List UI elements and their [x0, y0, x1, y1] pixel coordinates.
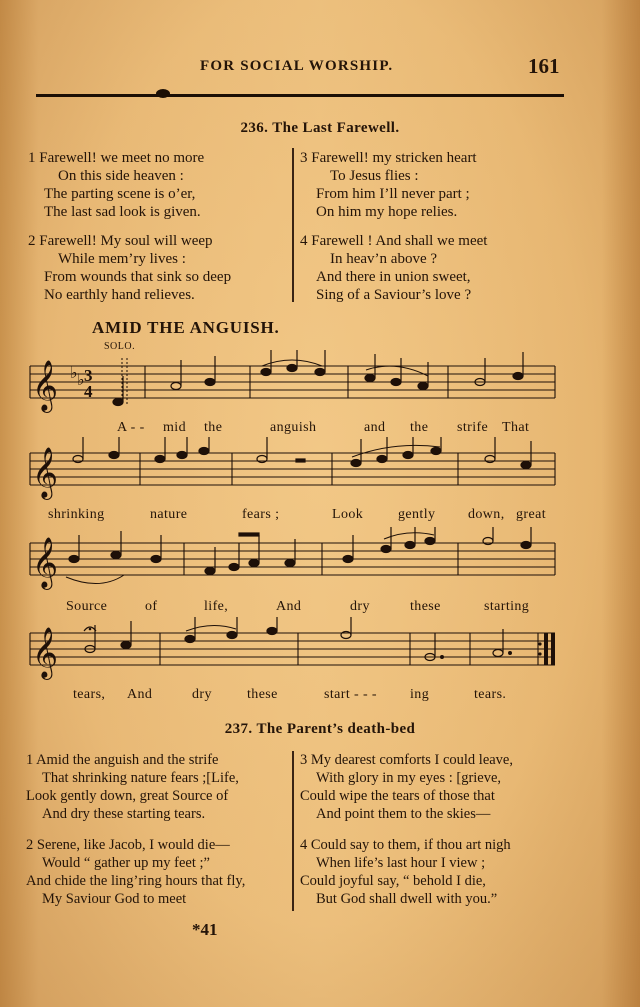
lyric-syllable: life,	[204, 599, 229, 614]
column-divider	[292, 751, 294, 911]
svg-text:3: 3	[84, 366, 93, 385]
svg-text:𝄞: 𝄞	[32, 447, 59, 498]
stanza-line: From wounds that sink so deep	[44, 269, 232, 285]
lyric-syllable: Source	[66, 599, 108, 614]
lyric-syllable: Look	[332, 507, 364, 522]
stanza-line: And point them to the skies—	[316, 806, 491, 822]
stanza-line: 1 Amid the anguish and the strife	[26, 752, 219, 768]
header-rule	[36, 94, 564, 97]
lyric-syllable: these	[247, 687, 278, 702]
stanza-line: Sing of a Saviour’s love ?	[316, 287, 472, 303]
svg-text:𝄞: 𝄞	[32, 627, 59, 678]
stanza-line: And dry these starting tears.	[42, 806, 206, 822]
hymn-236-stanza-4	[300, 232, 487, 304]
lyric-syllable: And	[127, 687, 153, 702]
lyric-syllable: the	[410, 420, 429, 435]
stanza-line: 4 Farewell ! And shall we meet	[300, 233, 488, 249]
lyric-syllable: tears,	[73, 687, 106, 702]
lyric-syllable: the	[204, 420, 223, 435]
stanza-line: Look gently down, great Source of	[26, 788, 229, 804]
stanza-line: On him my hope relies.	[316, 204, 458, 220]
svg-text:♭: ♭	[70, 363, 78, 382]
lyric-syllable: strife	[457, 420, 489, 435]
lyric-syllable: dry	[350, 599, 370, 614]
stanza-line: 3 My dearest comforts I could leave,	[300, 752, 513, 768]
hymn-236-title: 236. The Last Farewell.	[240, 120, 400, 136]
stanza-line: Could wipe the tears of those that	[300, 788, 495, 804]
header-rule-ornament	[156, 89, 170, 98]
hymn-236-stanza-2	[28, 232, 231, 304]
lyric-syllable: great	[516, 507, 546, 522]
lyric-syllable: of	[145, 599, 158, 614]
stanza-line: My Saviour God to meet	[42, 891, 187, 907]
stanza-line: To Jesus flies :	[330, 168, 419, 184]
lyric-syllable: dry	[192, 687, 212, 702]
stanza-line: 1 Farewell! we meet no more	[28, 150, 205, 166]
svg-text:𝄞: 𝄞	[32, 360, 59, 411]
stanza-line: Could joyful say, “ behold I die,	[300, 873, 486, 889]
lyric-syllable: mid	[163, 420, 186, 435]
lyric-syllable: anguish	[270, 420, 317, 435]
stanza-line: In heav’n above ?	[330, 251, 438, 267]
hymn-237-stanza-4	[300, 836, 511, 908]
lyric-syllable: fears ;	[242, 507, 280, 522]
stanza-line: 2 Farewell! My soul will weep	[28, 233, 213, 249]
stanza-line: Would “ gather up my feet ;”	[42, 855, 210, 871]
lyric-syllable: tears.	[474, 687, 507, 702]
page-number: 161	[528, 54, 560, 78]
stanza-line: And there in union sweet,	[316, 269, 471, 285]
stanza-line: The parting scene is o’er,	[44, 186, 196, 202]
stanza-line: And chide the ling’ring hours that fly,	[26, 873, 246, 889]
lyric-syllable: and	[364, 420, 386, 435]
stanza-line: No earthly hand relieves.	[44, 287, 195, 303]
stanza-line: While mem’ry lives :	[58, 251, 186, 267]
hymn-237-stanza-2	[26, 836, 245, 908]
lyric-syllable: And	[276, 599, 302, 614]
svg-text:4: 4	[84, 382, 93, 401]
stanza-line: On this side heaven :	[58, 168, 184, 184]
stanza-line: But God shall dwell with you.”	[316, 891, 498, 907]
lyric-syllable: down,	[468, 507, 505, 522]
stanza-line: With glory in my eyes : [grieve,	[316, 770, 502, 786]
stanza-line: 3 Farewell! my stricken heart	[300, 150, 477, 166]
stanza-line: From him I’ll never part ;	[316, 186, 470, 202]
hymn-237-stanza-1	[26, 751, 239, 823]
lyric-syllable: starting	[484, 599, 530, 614]
hymn-236-stanza-1	[28, 149, 204, 221]
lyric-syllable: start - - -	[324, 687, 377, 702]
hymn-237-title: 237. The Parent’s death-bed	[224, 721, 416, 737]
lyric-syllable: That	[502, 420, 530, 435]
music-staff-1	[0, 350, 640, 440]
lyric-syllable: shrinking	[48, 507, 105, 522]
stanza-line: The last sad look is given.	[44, 204, 201, 220]
hymn-236-stanza-3	[300, 149, 477, 221]
stanza-line: 4 Could say to them, if thou art nigh	[300, 837, 511, 853]
hymn-237-stanza-3	[300, 751, 513, 823]
signature-mark: *41	[192, 920, 218, 939]
lyric-syllable: nature	[150, 507, 188, 522]
lyric-syllable: ing	[410, 687, 430, 702]
svg-text:♭: ♭	[77, 370, 85, 389]
running-head	[0, 54, 640, 78]
tune-title: AMID THE ANGUISH.	[92, 318, 280, 337]
lyric-syllable: gently	[398, 507, 436, 522]
lyric-syllable: these	[410, 599, 441, 614]
svg-text:𝄞: 𝄞	[32, 537, 59, 588]
stanza-line: That shrinking nature fears ;[Life,	[42, 770, 239, 786]
running-title: FOR SOCIAL WORSHIP.	[200, 58, 394, 74]
lyric-syllable: A - -	[117, 420, 145, 435]
stanza-line: 2 Serene, like Jacob, I would die—	[26, 837, 230, 853]
solo-marking: SOLO.	[104, 341, 136, 352]
stanza-line: When life’s last hour I view ;	[316, 855, 486, 871]
column-divider	[292, 148, 294, 302]
